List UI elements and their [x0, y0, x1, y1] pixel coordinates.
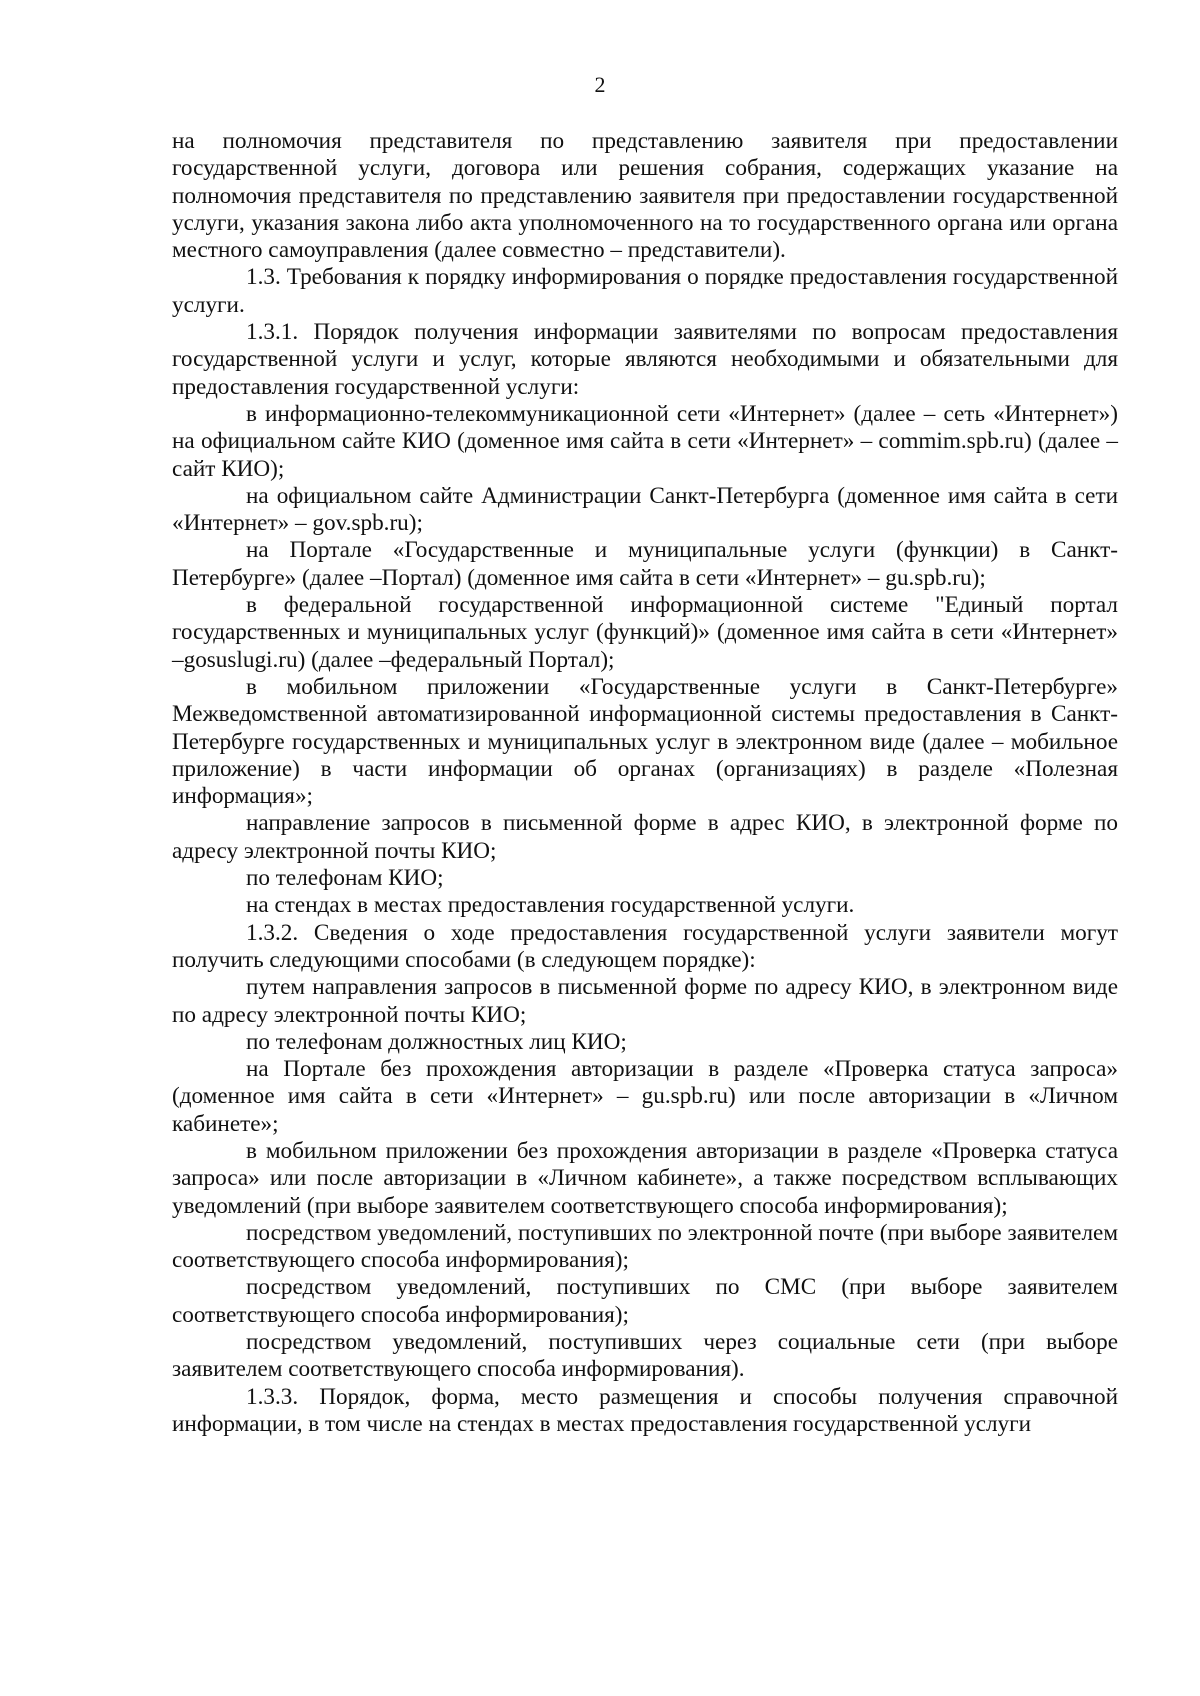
paragraph: 1.3.2. Сведения о ходе предоставления государственной услуги заявители могут получить следующими способами (в следующем порядке):	[172, 919, 1118, 973]
paragraph: на официальном сайте Администрации Санкт-Петербурга (доменное имя сайта в сети «Интернет» – gov.spb.ru);	[172, 482, 1118, 537]
paragraph: 1.3.3. Порядок, форма, место размещения и способы получения справочной информации, в том числе на стендах в местах предоставления государственной услуги	[172, 1383, 1118, 1437]
paragraph: на стендах в местах предоставления государственной услуги.	[246, 892, 855, 919]
paragraph: в мобильном приложении «Государственные услуги в Санкт-Петербурге» Межведомственной автоматизированной информационной системы предоставления в Санкт-Петербурге государственных и муниципальных услуг в электронном виде (далее – мобильное приложение) в части информации об органах (организациях) в разделе «Полезная информация»;	[172, 673, 1118, 810]
paragraph: на Портале «Государственные и муниципальные услуги (функции) в Санкт-Петербурге» (далее –Портал) (доменное имя сайта в сети «Интернет» – gu.spb.ru);	[172, 537, 1118, 591]
paragraph: путем направления запросов в письменной форме по адресу КИО, в электронном виде по адресу электронной почты КИО;	[172, 974, 1118, 1028]
paragraph: посредством уведомлений, поступивших по СМС (при выборе заявителем соответствующего способа информирования);	[172, 1274, 1118, 1328]
paragraph: посредством уведомлений, поступивших через социальные сети (при выборе заявителем соответствующего способа информирования).	[172, 1329, 1118, 1383]
page-number: 2	[594, 72, 606, 97]
paragraph: 1.3. Требования к порядку информирования о порядке предоставления государственной услуги.	[172, 264, 1118, 318]
paragraph: в мобильном приложении без прохождения авторизации в разделе «Проверка статуса запроса» или после авторизации в «Личном кабинете», а также посредством всплывающих уведомлений (при выборе заявителем соответствующего способа информирования);	[172, 1137, 1118, 1219]
paragraph: направление запросов в письменной форме в адрес КИО, в электронной форме по адресу электронной почты КИО;	[172, 810, 1118, 864]
document-body	[172, 128, 1118, 1438]
paragraph: на Портале без прохождения авторизации в разделе «Проверка статуса запроса» (доменное имя сайта в сети «Интернет» – gu.spb.ru) или после авторизации в «Личном кабинете»;	[172, 1056, 1118, 1137]
paragraph: по телефонам должностных лиц КИО;	[246, 1028, 627, 1055]
paragraph: 1.3.1. Порядок получения информации заявителями по вопросам предоставления государственной услуги и услуг, которые являются необходимыми и обязательными для предоставления государственной услуги:	[172, 319, 1118, 400]
paragraph: в информационно-телекоммуникационной сети «Интернет» (далее – сеть «Интернет») на официальном сайте КИО (доменное имя сайта в сети «Интернет» – commim.spb.ru) (далее – сайт КИО);	[172, 400, 1118, 482]
paragraph: по телефонам КИО;	[246, 865, 444, 892]
paragraph: на полномочия представителя по представлению заявителя при предоставлении государственной услуги, договора или решения собрания, содержащих указание на полномочия представителя по представлению заявителя при предоставлении государственной услуги, указания закона либо акта уполномоченного на то государственного органа или органа местного самоуправления (далее совместно – представители).	[172, 128, 1118, 264]
paragraph: в федеральной государственной информационной системе "Единый портал государственных и муниципальных услуг (функций)» (доменное имя сайта в сети «Интернет» –gosuslugi.ru) (далее –федеральный Портал);	[172, 592, 1118, 673]
paragraph: посредством уведомлений, поступивших по электронной почте (при выборе заявителем соответствующего способа информирования);	[172, 1219, 1118, 1274]
